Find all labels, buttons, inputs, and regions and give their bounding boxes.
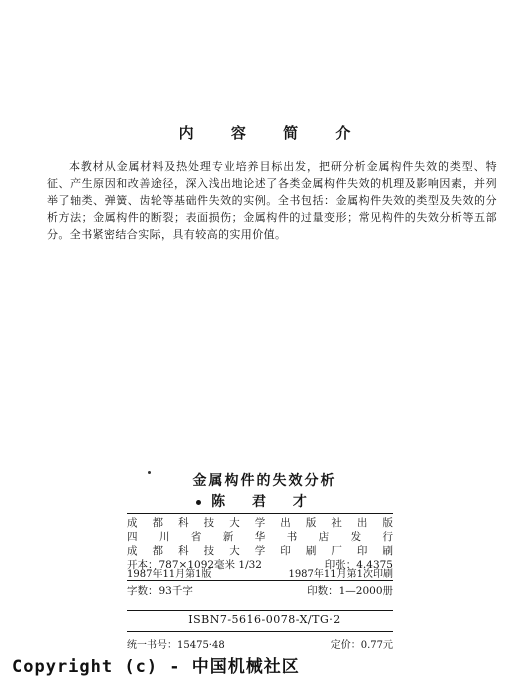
colophon-char: 大: [229, 517, 240, 529]
colophon-char: 版: [382, 517, 393, 529]
printing: 1987年11月第1次印刷: [288, 569, 393, 580]
book-title: 金属构件的失效分析: [192, 473, 337, 489]
printer-line: [127, 545, 393, 558]
colophon-char: 社: [331, 517, 342, 529]
colophon-char: 成: [127, 545, 138, 557]
colophon-char: 四: [127, 531, 138, 543]
distributor-line: [127, 531, 393, 544]
printed-sheets: 印张：4.4375: [324, 559, 393, 571]
colophon-char: 刷: [382, 545, 393, 557]
colophon-char: 技: [203, 545, 215, 557]
colophon-char: 出: [356, 517, 368, 529]
colophon-rule-isbn: [127, 610, 393, 611]
colophon-char: 厂: [331, 545, 342, 557]
colophon-char: 科: [178, 517, 189, 529]
unified-book-number: 统一书号：15475·48: [127, 640, 225, 651]
colophon-rule-bottom: [127, 631, 393, 632]
colophon-rule-middle: [127, 580, 393, 581]
colophon-char: 新: [222, 531, 234, 543]
word-count: 字数：93千字: [127, 585, 193, 597]
colophon-char: 省: [190, 531, 202, 543]
copyright-watermark: Copyright (c) - 中国机械社区: [12, 657, 300, 677]
distributor-text: [127, 531, 393, 544]
isbn: ISBN7-5616-0078-X/TG·2: [188, 613, 341, 626]
author-name: 陈 君 才: [211, 494, 318, 510]
colophon-char: 成: [127, 517, 138, 529]
price-line: [127, 636, 393, 651]
summary-text: 本教材从金属材料及热处理专业培养目标出发，把研分析金属构件失效的类型、特征、产生原因和改善途径，深入浅出地论述了各类金属构件失效的机理及影响因素，并列举了轴类、弹簧、齿轮等基础件失效的实例。全书包括：金属构件失效的类型及失效的分析方法；金属构件的断裂；表面损伤；金属构件的过量变形；常见构件的失效分析等五部分。全书紧密结合实际，具有较高的实用价值。: [47, 160, 497, 241]
colophon-char: 印: [280, 545, 291, 557]
colophon-char: 发: [350, 531, 362, 543]
format-size: 开本：787×1092毫米 1/32: [127, 559, 262, 571]
colophon-char: 华: [254, 531, 266, 543]
price: 定价：0.77元: [330, 640, 393, 651]
colophon-char: 都: [152, 517, 164, 529]
colophon-char: 书: [286, 531, 298, 543]
colophon-char: 印: [356, 545, 368, 557]
colophon-char: 都: [152, 545, 164, 557]
colophon-char: 学: [254, 517, 266, 529]
print-run: 印数：1—2000册: [307, 585, 393, 597]
colophon-char: 技: [203, 517, 215, 529]
colophon-char: 川: [158, 531, 170, 543]
colophon-char: 科: [178, 545, 189, 557]
colophon-char: 学: [254, 545, 266, 557]
count-line: [127, 585, 393, 598]
colophon-rule-top: [127, 513, 393, 514]
colophon-char: 出: [280, 517, 291, 529]
colophon-char: 行: [382, 531, 393, 543]
colophon-char: 版: [305, 517, 317, 529]
summary-heading: 内 容 简 介: [178, 124, 367, 142]
publisher-line: [127, 517, 393, 530]
edition: 1987年11月第1版: [127, 569, 212, 580]
colophon-char: 店: [318, 531, 330, 543]
colophon-char: 大: [229, 545, 240, 557]
publisher-text: [127, 517, 393, 530]
printer-text: [127, 545, 393, 558]
colophon-char: 刷: [305, 545, 317, 557]
